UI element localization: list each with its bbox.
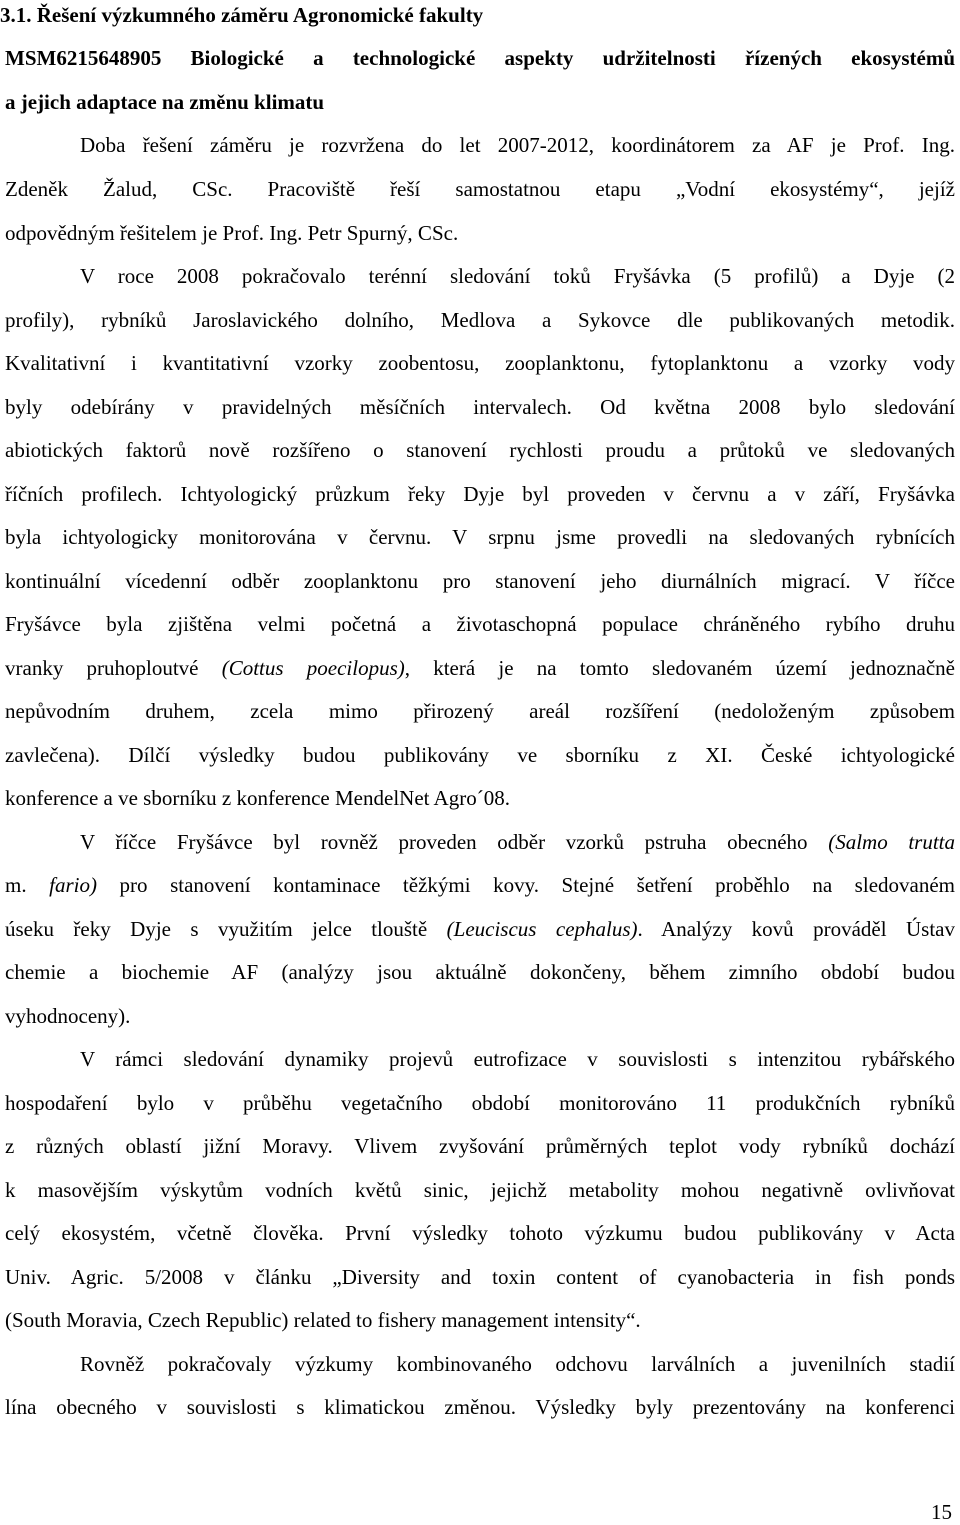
page-number: 15 [931, 1500, 952, 1524]
paragraph-2-line-3: Kvalitativní i kvantitativní vzorky zoobentosu, zooplanktonu, fytoplanktonu a vzorky vody [5, 351, 955, 375]
paragraph-1-line-2: Zdeněk Žalud, CSc. Pracoviště řeší samostatnou etapu „Vodní ekosystémy“, jejíž [5, 177, 955, 201]
species-name: (Salmo trutta [828, 830, 956, 854]
paragraph-3-line-2: m. fario) pro stanovení kontaminace těžkými kovy. Stejné šetření proběhlo na sledovaném [5, 873, 955, 897]
paragraph-2-line-9: Fryšávce byla zjištěna velmi početná a životaschopná populace chráněného rybího druhu [5, 612, 955, 636]
paragraph-5-line-2: lína obecného v souvislosti s klimatickou změnou. Výsledky byly prezentovány na konferenci [5, 1395, 955, 1419]
paragraph-2-line-6: říčních profilech. Ichtyologický průzkum řeky Dyje byl proveden v červnu a v září, Fryšávka [5, 482, 955, 506]
paragraph-3-line-3: úseku řeky Dyje s využitím jelce tlouště (Leuciscus cephalus). Analýzy kovů prováděl Ústav [5, 917, 955, 941]
paragraph-2-line-13: konference a ve sborníku z konference MendelNet Agro´08. [5, 786, 510, 810]
section-heading: 3.1. Řešení výzkumného záměru Agronomické fakulty [0, 3, 484, 27]
paragraph-2-line-2: profily), rybníků Jaroslavického dolního, Medlova a Sykovce dle publikovaných metodik. [5, 308, 955, 332]
paragraph-2-line-1: V roce 2008 pokračovalo terénní sledování toků Fryšávka (5 profilů) a Dyje (2 [80, 264, 955, 288]
paragraph-4-line-7: (South Moravia, Czech Republic) related to fishery management intensity“. [5, 1308, 641, 1332]
paragraph-4-line-1: V rámci sledování dynamiky projevů eutrofizace v souvislosti s intenzitou rybářského [80, 1047, 955, 1071]
paragraph-3-line-1: V říčce Fryšávce byl rovněž proveden odběr vzorků pstruha obecného (Salmo trutta [80, 830, 956, 854]
paragraph-4-line-6: Univ. Agric. 5/2008 v článku „Diversity and toxin content of cyanobacteria in fish ponds [5, 1265, 955, 1289]
species-name: fario) [49, 873, 97, 897]
paragraph-5-line-1: Rovněž pokračovaly výzkumy kombinovaného odchovu larválních a juvenilních stadií [80, 1352, 955, 1376]
paragraph-3-line-5: vyhodnoceny). [5, 1004, 131, 1028]
paragraph-1-line-3: odpovědným řešitelem je Prof. Ing. Petr Spurný, CSc. [5, 221, 459, 245]
paragraph-2-line-8: kontinuální vícedenní odběr zooplanktonu pro stanovení jeho diurnálních migrací. V říčce [5, 569, 955, 593]
paragraph-4-line-4: k masovějším výskytům vodních květů sinic, jejichž metabolity mohou negativně ovlivňovat [5, 1178, 955, 1202]
paragraph-2-line-11: nepůvodním druhem, zcela mimo přirozený areál rozšíření (nedoloženým způsobem [5, 699, 955, 723]
paragraph-3-line-4: chemie a biochemie AF (analýzy jsou aktuálně dokončeny, během zimního období budou [5, 960, 955, 984]
paragraph-2-line-5: abiotických faktorů nově rozšířeno o stanovení rychlosti proudu a průtoků ve sledovaných [5, 438, 955, 462]
paragraph-4-line-3: z různých oblastí jižní Moravy. Vlivem zvyšování průměrných teplot vody rybníků dochází [5, 1134, 955, 1158]
paragraph-2-line-10: vranky pruhoploutvé (Cottus poecilopus), která je na tomto sledovaném území jednoznačně [5, 656, 955, 680]
paragraph-2-line-12: zavlečena). Dílčí výsledky budou publikovány ve sborníku z XI. České ichtyologické [5, 743, 955, 767]
paragraph-4-line-2: hospodaření bylo v průběhu vegetačního období monitorováno 11 produkčních rybníků [5, 1091, 955, 1115]
paragraph-2-line-7: byla ichtyologicky monitorována v červnu. V srpnu jsme provedli na sledovaných rybnících [5, 525, 955, 549]
section-heading-line-3: a jejich adaptace na změnu klimatu [5, 90, 325, 114]
species-name: (Cottus poecilopus) [221, 656, 405, 680]
section-heading-line-2: MSM6215648905 Biologické a technologické aspekty udržitelnosti řízených ekosystémů [5, 46, 955, 70]
paragraph-2-line-4: byly odebírány v pravidelných měsíčních intervalech. Od května 2008 bylo sledování [5, 395, 955, 419]
paragraph-4-line-5: celý ekosystém, včetně člověka. První výsledky tohoto výzkumu budou publikovány v Acta [5, 1221, 955, 1245]
species-name: (Leuciscus cephalus) [446, 917, 638, 941]
paragraph-1-line-1: Doba řešení záměru je rozvržena do let 2007-2012, koordinátorem za AF je Prof. Ing. [80, 133, 955, 157]
